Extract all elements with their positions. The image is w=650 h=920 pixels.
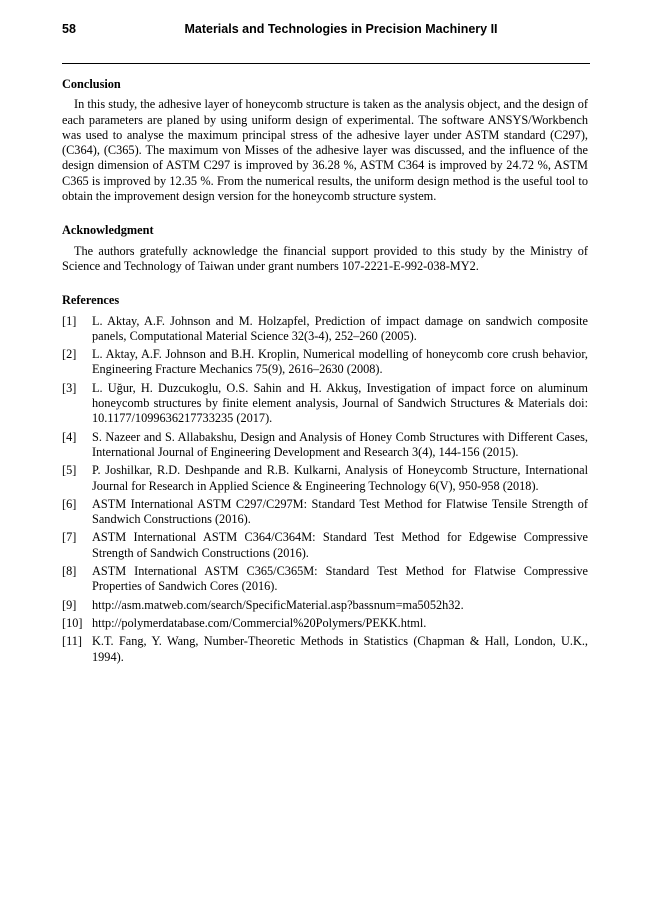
- reference-item: [62, 564, 588, 595]
- reference-number: [5]: [62, 463, 77, 478]
- reference-number: [2]: [62, 347, 77, 362]
- references-heading: References: [62, 293, 120, 308]
- reference-item: [62, 598, 588, 613]
- running-title: Materials and Technologies in Precision Machinery II: [184, 22, 498, 36]
- acknowledgment-section: [62, 223, 588, 274]
- reference-number: [8]: [62, 564, 77, 579]
- reference-text: P. Joshilkar, R.D. Deshpande and R.B. Kulkarni, Analysis of Honeycomb Structure, International Journal for Research in Applied Science & Engineering Technology 6(V), 950-958 (2018).: [92, 463, 588, 493]
- reference-item: [62, 497, 588, 528]
- reference-item: [62, 381, 588, 427]
- reference-item: [62, 634, 588, 665]
- page-header: [62, 22, 590, 42]
- acknowledgment-heading: Acknowledgment: [62, 223, 154, 238]
- reference-item: [62, 463, 588, 494]
- reference-text: http://polymerdatabase.com/Commercial%20Polymers/PEKK.html.: [92, 615, 427, 630]
- reference-text: ASTM International ASTM C297/C297M: Standard Test Method for Flatwise Tensile Strength of Sandwich Constructions (2016).: [92, 496, 588, 527]
- reference-number: [4]: [62, 429, 77, 444]
- reference-number: [11]: [62, 634, 83, 649]
- reference-item: [62, 616, 588, 631]
- reference-text: ASTM International ASTM C365/C365M: Standard Test Method for Flatwise Compressive Properties of Sandwich Cores (2016).: [92, 564, 588, 594]
- references-section: [62, 293, 588, 665]
- reference-number: [10]: [62, 615, 83, 630]
- acknowledgment-paragraph: The authors gratefully acknowledge the financial support provided to this study by the Ministry of Science and Technology of Taiwan under grant numbers 107-2221-E-992-038-MY2.: [62, 243, 588, 273]
- reference-item: [62, 530, 588, 561]
- reference-text: K.T. Fang, Y. Wang, Number-Theoretic Methods in Statistics (Chapman & Hall, London, U.K., 1994).: [92, 634, 588, 664]
- reference-text: http://asm.matweb.com/search/SpecificMaterial.asp?bassnum=ma5052h32.: [92, 597, 464, 612]
- reference-item: [62, 347, 588, 378]
- reference-number: [3]: [62, 380, 77, 395]
- conclusion-heading: Conclusion: [62, 77, 121, 91]
- reference-number: [6]: [62, 496, 77, 511]
- reference-number: [1]: [62, 313, 77, 328]
- conclusion-paragraph: In this study, the adhesive layer of honeycomb structure is taken as the analysis object, and the design of each parameters are planed by using uniform design of experimental. The software ANSYS/Workbench was used to analyse the maximum principal stress of the adhesive layer under ASTM standard (C297), (C364), (C365). The maximum von Misses of the adhesive layer was discussed, and the influence of the design dimension of ASTM C297 is improved by 36.28 %, ASTM C364 is improved by 24.72 %, ASTM C365 is improved by 12.35 %. From the numerical results, the uniform design method is the useful tool to obtain the improvement design version for the honeycomb structure system.: [62, 97, 588, 204]
- reference-text: L. Aktay, A.F. Johnson and B.H. Kroplin, Numerical modelling of honeycomb core crush behavior, Engineering Fracture Mechanics 75(9), 2616–2630 (2008).: [92, 347, 588, 377]
- header-rule: [62, 63, 590, 64]
- reference-number: [9]: [62, 597, 77, 612]
- reference-item: [62, 430, 588, 461]
- reference-text: ASTM International ASTM C364/C364M: Standard Test Method for Edgewise Compressive Strength of Sandwich Constructions (2016).: [92, 530, 588, 560]
- reference-text: L. Aktay, A.F. Johnson and M. Holzapfel, Prediction of impact damage on sandwich composite panels, Computational Material Science 32(3-4), 252–260 (2005).: [92, 313, 588, 343]
- page-body: [62, 77, 588, 684]
- reference-text: S. Nazeer and S. Allabakshu, Design and Analysis of Honey Comb Structures with Different Cases, International Journal of Engineering Development and Research 3(4), 144-156 (2015).: [92, 429, 588, 459]
- conclusion-section: [62, 77, 588, 204]
- reference-item: [62, 314, 588, 345]
- reference-text: L. Uğur, H. Duzcukoglu, O.S. Sahin and H. Akkuş, Investigation of impact force on aluminum honeycomb structures by finite element analysis, Journal of Sandwich Structures & Materials doi: 10.1177/1099636217733235 (2017).: [92, 380, 588, 426]
- page-number: 58: [62, 22, 76, 36]
- reference-list: [62, 314, 588, 665]
- reference-number: [7]: [62, 530, 77, 545]
